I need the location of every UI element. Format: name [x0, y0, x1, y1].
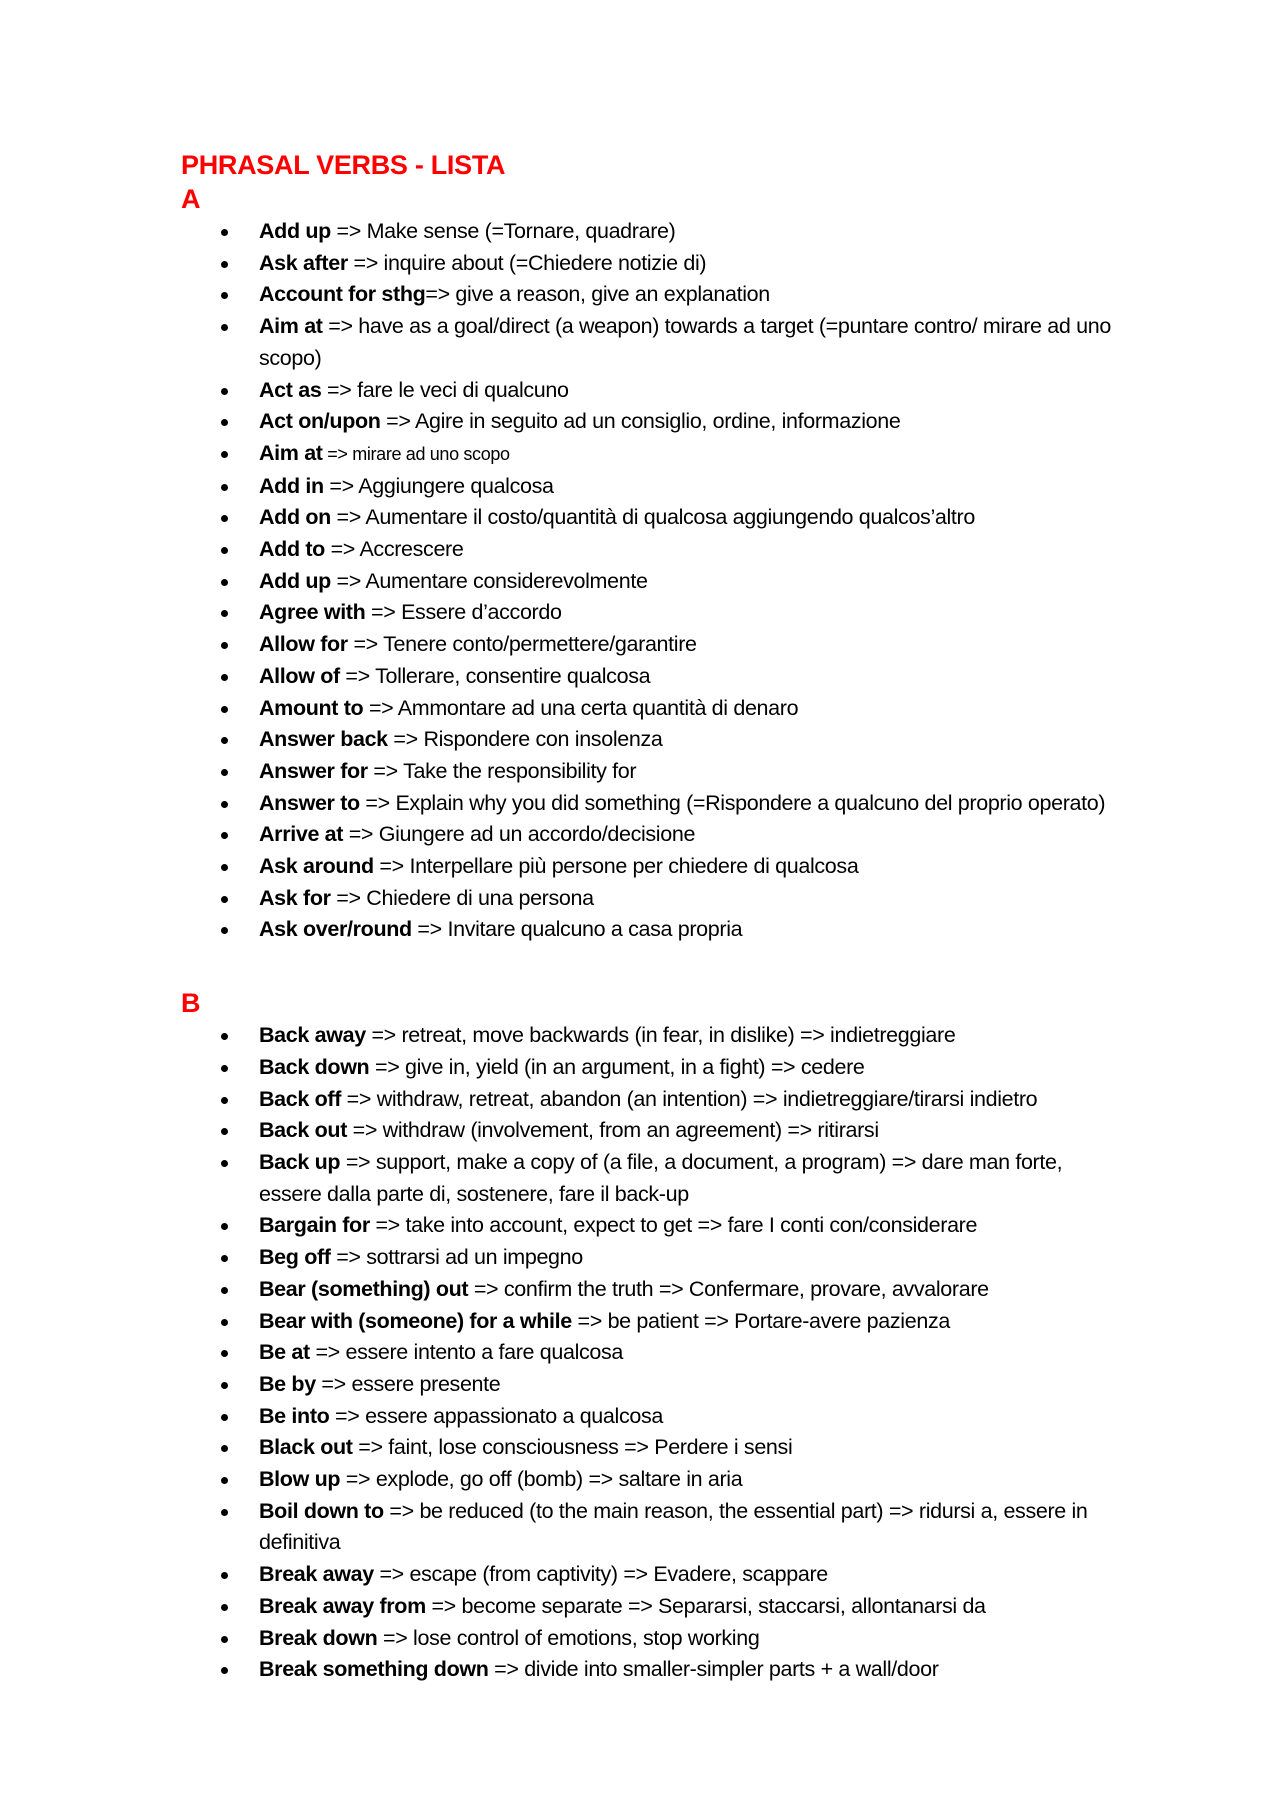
section-heading-a: A — [181, 184, 201, 214]
list-item — [181, 502, 1121, 534]
list-item — [181, 1274, 1121, 1306]
phrasal-verb-definition: => Essere d’accordo — [365, 600, 562, 625]
list-item — [181, 1432, 1121, 1464]
phrasal-verb-term: Add in — [259, 473, 324, 498]
phrasal-verb-term: Break away from — [259, 1593, 426, 1618]
phrasal-verb-definition: => essere presente — [315, 1371, 501, 1396]
bullet-icon — [221, 642, 228, 649]
phrasal-verb-term: Add up — [259, 219, 331, 243]
bullet-icon — [221, 1287, 228, 1294]
bullet-icon — [221, 610, 228, 617]
phrasal-verb-term: Break down — [259, 1625, 378, 1650]
phrasal-verb-term: Bargain for — [259, 1213, 370, 1238]
list-item — [181, 1496, 1121, 1559]
list-item — [181, 438, 1121, 471]
bullet-icon — [221, 864, 228, 871]
list-item — [181, 1401, 1121, 1433]
bullet-icon — [221, 579, 228, 586]
phrasal-verb-term: Be into — [259, 1403, 330, 1428]
bullet-icon — [221, 896, 228, 903]
phrasal-verb-definition: => have as a goal/direct (a weapon) towards a target (=puntare contro/ mirare ad uno scopo) — [259, 314, 1111, 370]
phrasal-verb-definition: => lose control of emotions, stop working — [377, 1625, 760, 1650]
list-item — [181, 216, 1121, 248]
bullet-icon — [221, 292, 228, 299]
phrasal-verb-definition: => support, make a copy of (a file, a document, a program) => dare man forte, essere dalla parte di, sostenere, fare il back-up — [259, 1149, 1063, 1206]
bullet-icon — [221, 419, 228, 426]
phrasal-verb-definition: => escape (from captivity) => Evadere, scappare — [373, 1562, 828, 1587]
bullet-icon — [221, 674, 228, 681]
phrasal-verb-definition: => take into account, expect to get => fare I conti con/considerare — [369, 1213, 978, 1238]
list-item — [181, 724, 1121, 756]
bullet-icon — [221, 451, 228, 458]
phrasal-verb-definition: => Giungere ad un accordo/decisione — [343, 822, 696, 847]
bullet-icon — [221, 484, 228, 491]
phrasal-verb-definition: => Tollerare, consentire qualcosa — [339, 663, 651, 688]
bullet-icon — [221, 1255, 228, 1262]
document-body — [181, 148, 1121, 1686]
phrasal-verb-term: Back out — [259, 1118, 347, 1143]
phrasal-verb-definition: => Make sense (=Tornare, quadrare) — [330, 219, 676, 243]
phrasal-verb-term: Act on/upon — [259, 409, 381, 434]
bullet-icon — [221, 769, 228, 776]
list-item — [181, 1591, 1121, 1623]
list-item — [181, 471, 1121, 503]
bullet-icon — [221, 547, 228, 554]
bullet-icon — [221, 832, 228, 839]
document-title: PHRASAL VERBS - LISTA — [181, 150, 506, 180]
bullet-icon — [221, 1636, 228, 1643]
list-item — [181, 1306, 1121, 1338]
phrasal-verb-definition: => be reduced (to the main reason, the essential part) => ridursi a, essere in definitiva — [259, 1498, 1088, 1555]
phrasal-verb-definition: => Rispondere con insolenza — [387, 727, 663, 752]
bullet-icon — [221, 737, 228, 744]
list-item — [181, 1210, 1121, 1242]
list-item — [181, 1084, 1121, 1116]
bullet-icon — [221, 1319, 228, 1326]
phrasal-verb-term: Beg off — [259, 1245, 331, 1270]
list-item — [181, 1052, 1121, 1084]
phrasal-verb-definition: => essere intento a fare qualcosa — [309, 1340, 624, 1365]
bullet-icon — [221, 1667, 228, 1674]
phrasal-verb-definition: => give in, yield (in an argument, in a fight) => cedere — [369, 1054, 865, 1079]
phrasal-verb-term: Black out — [259, 1435, 353, 1460]
bullet-icon — [221, 706, 228, 713]
list-item — [181, 248, 1121, 280]
phrasal-verb-definition: => Accrescere — [324, 537, 464, 562]
list-item — [181, 914, 1121, 946]
list-item — [181, 279, 1121, 311]
bullet-icon — [221, 1572, 228, 1579]
phrasal-verb-term: Ask after — [259, 250, 348, 275]
phrasal-verb-term: Answer for — [259, 758, 368, 783]
bullet-icon — [221, 1160, 228, 1167]
phrasal-verb-definition: => withdraw (involvement, from an agreement) => ritirarsi — [347, 1118, 879, 1143]
list-item — [181, 661, 1121, 693]
bullet-icon — [221, 927, 228, 934]
phrasal-verb-definition: => sottrarsi ad un impegno — [330, 1245, 583, 1270]
phrasal-verb-term: Arrive at — [259, 822, 344, 847]
phrasal-verb-definition: => explode, go off (bomb) => saltare in aria — [340, 1467, 743, 1492]
phrasal-verb-term: Back up — [259, 1149, 341, 1174]
bullet-icon — [221, 1065, 228, 1072]
phrasal-verb-term: Boil down to — [259, 1498, 384, 1523]
bullet-icon — [221, 801, 228, 808]
list-item — [181, 1337, 1121, 1369]
phrasal-verb-term: Ask over/round — [259, 917, 412, 942]
list-item — [181, 693, 1121, 725]
phrasal-verb-definition: => divide into smaller-simpler parts + a wall/door — [488, 1657, 939, 1682]
phrasal-verb-term: Act as — [259, 377, 322, 402]
phrasal-verb-definition: => Invitare qualcuno a casa propria — [411, 917, 743, 942]
phrasal-verb-term: Aim at — [259, 440, 323, 465]
list-item — [181, 406, 1121, 438]
phrasal-verb-term: Aim at — [259, 314, 323, 339]
phrasal-verb-term: Break something down — [259, 1657, 489, 1682]
list-item — [181, 1115, 1121, 1147]
phrasal-verb-term: Account for sthg — [259, 282, 426, 307]
list-item — [181, 788, 1121, 820]
phrasal-verb-definition: => essere appassionato a qualcosa — [329, 1403, 663, 1428]
phrasal-verb-definition: => Aumentare il costo/quantità di qualcosa aggiungendo qualcos’altro — [330, 505, 975, 530]
phrasal-verb-term: Add to — [259, 537, 325, 562]
bullet-icon — [221, 515, 228, 522]
phrasal-verb-definition: => Interpellare più persone per chiedere di qualcosa — [373, 854, 859, 879]
phrasal-verb-definition: => Ammontare ad una certa quantità di denaro — [363, 695, 799, 720]
phrasal-verb-definition: => Chiedere di una persona — [330, 885, 594, 910]
list-item — [181, 1020, 1121, 1052]
phrasal-verb-definition: => be patient => Portare-avere pazienza — [571, 1308, 950, 1333]
phrasal-verb-definition: => become separate => Separarsi, staccarsi, allontanarsi da — [425, 1593, 986, 1618]
phrasal-verb-term: Answer back — [259, 727, 388, 752]
list-item — [181, 1464, 1121, 1496]
bullet-icon — [221, 1128, 228, 1135]
list-item — [181, 566, 1121, 598]
bullet-icon — [221, 261, 228, 268]
phrasal-verb-definition: => Explain why you did something (=Rispondere a qualcuno del proprio operato) — [359, 790, 1106, 815]
bullet-icon — [221, 1033, 228, 1040]
list-item — [181, 597, 1121, 629]
bullet-icon — [221, 1477, 228, 1484]
list-item — [181, 1623, 1121, 1655]
phrasal-verb-term: Be by — [259, 1371, 316, 1396]
phrasal-verb-term: Allow of — [259, 663, 340, 688]
phrasal-verb-definition: => inquire about (=Chiedere notizie di) — [347, 250, 707, 275]
list-item — [181, 756, 1121, 788]
phrasal-verb-definition: => fare le veci di qualcuno — [321, 377, 569, 402]
phrasal-verb-term: Blow up — [259, 1467, 341, 1492]
bullet-icon — [221, 1350, 228, 1357]
bullet-icon — [221, 229, 228, 236]
list-item — [181, 375, 1121, 407]
list-item — [181, 883, 1121, 915]
phrasal-verb-term: Back off — [259, 1086, 342, 1111]
phrasal-verb-definition: => Aggiungere qualcosa — [323, 473, 554, 498]
list-item — [181, 311, 1121, 374]
phrasal-verb-term: Amount to — [259, 695, 364, 720]
phrasal-verb-term: Add on — [259, 505, 331, 530]
phrasal-verb-term: Ask around — [259, 854, 374, 879]
bullet-icon — [221, 1604, 228, 1611]
list-item — [181, 1147, 1121, 1210]
phrasal-verb-term: Back down — [259, 1054, 370, 1079]
list-item — [181, 819, 1121, 851]
phrasal-verb-definition: => mirare ad uno scopo — [322, 443, 510, 464]
phrasal-verb-list-a — [181, 216, 1121, 946]
bullet-icon — [221, 1509, 228, 1516]
phrasal-verb-definition: => Take the responsibility for — [367, 758, 637, 783]
phrasal-verb-definition: => withdraw, retreat, abandon (an intention) => indietreggiare/tirarsi indietro — [341, 1086, 1038, 1111]
phrasal-verb-definition: => give a reason, give an explanation — [425, 282, 770, 307]
phrasal-verb-definition: => retreat, move backwards (in fear, in dislike) => indietreggiare — [365, 1023, 956, 1048]
section-heading-b: B — [181, 988, 201, 1019]
list-item — [181, 1654, 1121, 1686]
list-item — [181, 851, 1121, 883]
bullet-icon — [221, 1223, 228, 1230]
bullet-icon — [221, 1445, 228, 1452]
phrasal-verb-definition: => confirm the truth => Confermare, provare, avvalorare — [468, 1276, 989, 1301]
phrasal-verb-term: Answer to — [259, 790, 360, 815]
list-item — [181, 1242, 1121, 1274]
phrasal-verb-term: Add up — [259, 568, 331, 593]
list-item — [181, 629, 1121, 661]
phrasal-verb-term: Bear with (someone) for a while — [259, 1308, 572, 1333]
phrasal-verb-term: Bear (something) out — [259, 1276, 469, 1301]
list-item — [181, 534, 1121, 566]
phrasal-verb-list-b — [181, 1020, 1121, 1686]
bullet-icon — [221, 1097, 228, 1104]
phrasal-verb-term: Break away — [259, 1562, 374, 1587]
list-item — [181, 1559, 1121, 1591]
bullet-icon — [221, 324, 228, 331]
bullet-icon — [221, 1414, 228, 1421]
bullet-icon — [221, 1382, 228, 1389]
bullet-icon — [221, 388, 228, 395]
phrasal-verb-term: Be at — [259, 1340, 310, 1365]
phrasal-verb-definition: => Agire in seguito ad un consiglio, ordine, informazione — [380, 409, 901, 434]
phrasal-verb-term: Agree with — [259, 600, 366, 625]
phrasal-verb-term: Back away — [259, 1023, 366, 1048]
phrasal-verb-definition: => faint, lose consciousness => Perdere i sensi — [352, 1435, 793, 1460]
phrasal-verb-definition: => Tenere conto/permettere/garantire — [347, 632, 697, 657]
phrasal-verb-definition: => Aumentare considerevolmente — [330, 568, 648, 593]
list-item — [181, 1369, 1121, 1401]
phrasal-verb-term: Allow for — [259, 632, 348, 657]
phrasal-verb-term: Ask for — [259, 885, 331, 910]
